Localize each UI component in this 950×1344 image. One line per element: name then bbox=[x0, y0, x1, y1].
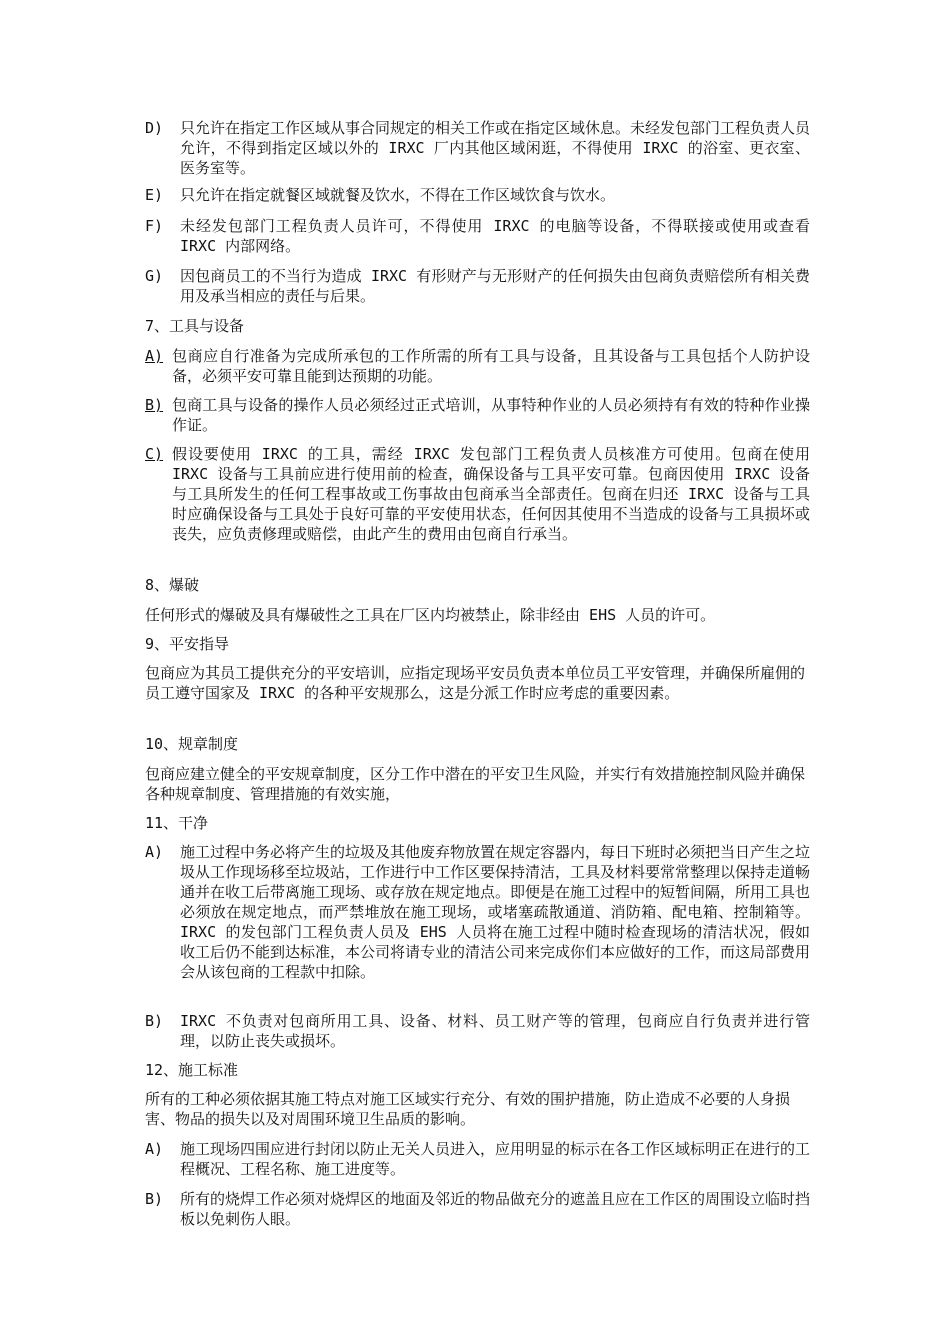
item-label: E) bbox=[145, 186, 164, 204]
item-label: A) bbox=[145, 347, 164, 365]
paragraph: 任何形式的爆破及具有爆破性之工具在厂区内均被禁止，除非经由 EHS 人员的许可。 bbox=[145, 606, 716, 624]
item-f bbox=[145, 216, 810, 256]
item-label: A) bbox=[145, 1140, 164, 1158]
item-text: 包商工具与设备的操作人员必须经过正式培训，从事特种作业的人员必须持有有效的特种作业操作证。 bbox=[172, 396, 810, 434]
paragraph: 包商应建立健全的平安规章制度，区分工作中潜在的平安卫生风险，并实行有效措施控制风险并确保各种规章制度、管理措施的有效实施， bbox=[145, 765, 806, 803]
section-heading-safety-guidance: 9、平安指导 bbox=[145, 635, 230, 653]
item-label: D) bbox=[145, 119, 164, 137]
item-e bbox=[145, 185, 810, 205]
section-heading-standards: 12、施工标准 bbox=[145, 1061, 239, 1079]
item-clean-a bbox=[145, 842, 810, 982]
section-heading-blasting: 8、爆破 bbox=[145, 576, 200, 594]
item-tools-a bbox=[145, 346, 810, 386]
item-clean-b bbox=[145, 1011, 810, 1051]
paragraph: 所有的工种必须依据其施工特点对施工区域实行充分、有效的围护措施，防止造成不必要的人身损害、物品的损失以及对周围环境卫生品质的影响。 bbox=[145, 1090, 791, 1128]
item-label: C) bbox=[145, 445, 164, 463]
item-text: 假设要使用 IRXC 的工具，需经 IRXC 发包部门工程负责人员核准方可使用。包商在使用 IRXC 设备与工具前应进行使用前的检查，确保设备与工具平安可靠。包商因使用 IRXC 设备与工具所发生的任何工程事故或工伤事故由包商承当全部责任。包商在归还 IRXC 设备与工具时应确保设备与工具处于良好可靠的平安使用状态，任何因其使用不当造成的设备与工具损坏或丧失，应负责修理或赔偿，由此产生的费用由包商自行承当。 bbox=[172, 445, 810, 543]
section-heading-cleanliness: 11、干净 bbox=[145, 814, 209, 832]
item-label: B) bbox=[145, 396, 164, 414]
item-text: 所有的烧焊工作必须对烧焊区的地面及邻近的物品做充分的遮盖且应在工作区的周围设立临时挡板以免刺伤人眼。 bbox=[180, 1190, 811, 1228]
item-std-a bbox=[145, 1139, 810, 1179]
section-heading-tools: 7、工具与设备 bbox=[145, 317, 245, 335]
item-tools-b bbox=[145, 395, 810, 435]
paragraph: 包商应为其员工提供充分的平安培训，应指定现场平安员负责本单位员工平安管理，并确保所雇佣的员工遵守国家及 IRXC 的各种平安规那么，这是分派工作时应考虑的重要因素。 bbox=[145, 664, 806, 702]
item-text: 施工现场四围应进行封闭以防止无关人员进入，应用明显的标示在各工作区域标明正在进行的工程概况、工程名称、施工进度等。 bbox=[180, 1140, 811, 1178]
item-label: A) bbox=[145, 843, 164, 861]
item-std-b bbox=[145, 1189, 810, 1229]
item-label: F) bbox=[145, 217, 164, 235]
item-label: B) bbox=[145, 1012, 164, 1030]
item-text: IRXC 不负责对包商所用工具、设备、材料、员工财产等的管理，包商应自行负责并进行管理，以防止丧失或损坏。 bbox=[180, 1012, 810, 1050]
item-tools-c bbox=[145, 444, 810, 544]
item-g bbox=[145, 266, 810, 306]
item-d bbox=[145, 118, 810, 178]
item-text: 包商应自行准备为完成所承包的工作所需的所有工具与设备，且其设备与工具包括个人防护设备，必须平安可靠且能到达预期的功能。 bbox=[172, 347, 810, 385]
item-text: 未经发包部门工程负责人员许可，不得使用 IRXC 的电脑等设备，不得联接或使用或查看 IRXC 内部网络。 bbox=[180, 217, 810, 255]
item-text: 施工过程中务必将产生的垃圾及其他废弃物放置在规定容器内，每日下班时必须把当日产生之垃圾从工作现场移至垃圾站，工作进行中工作区要保持清洁，工具及材料要常常整理以保持走道畅通并在收工后带离施工现场、或存放在规定地点。即便是在施工过程中的短暂间隔，所用工具也必须放在规定地点，而严禁堆放在施工现场，或堵塞疏散通道、消防箱、配电箱、控制箱等。IRXC 的发包部门工程负责人员及 EHS 人员将在施工过程中随时检查现场的清洁状况，假如收工后仍不能到达标准，本公司将请专业的清洁公司来完成你们本应做好的工作，而这局部费用会从该包商的工程款中扣除。 bbox=[180, 843, 811, 981]
section-heading-regulations: 10、规章制度 bbox=[145, 735, 239, 753]
item-label: G) bbox=[145, 267, 164, 285]
item-text: 只允许在指定工作区域从事合同规定的相关工作或在指定区域休息。未经发包部门工程负责人员允许，不得到指定区域以外的 IRXC 厂内其他区域闲逛，不得使用 IRXC 的浴室、更衣室、医务室等。 bbox=[180, 119, 811, 177]
item-text: 因包商员工的不当行为造成 IRXC 有形财产与无形财产的任何损失由包商负责赔偿所有相关费用及承当相应的责任与后果。 bbox=[180, 267, 810, 305]
item-label: B) bbox=[145, 1190, 164, 1208]
item-text: 只允许在指定就餐区域就餐及饮水，不得在工作区域饮食与饮水。 bbox=[180, 186, 616, 204]
